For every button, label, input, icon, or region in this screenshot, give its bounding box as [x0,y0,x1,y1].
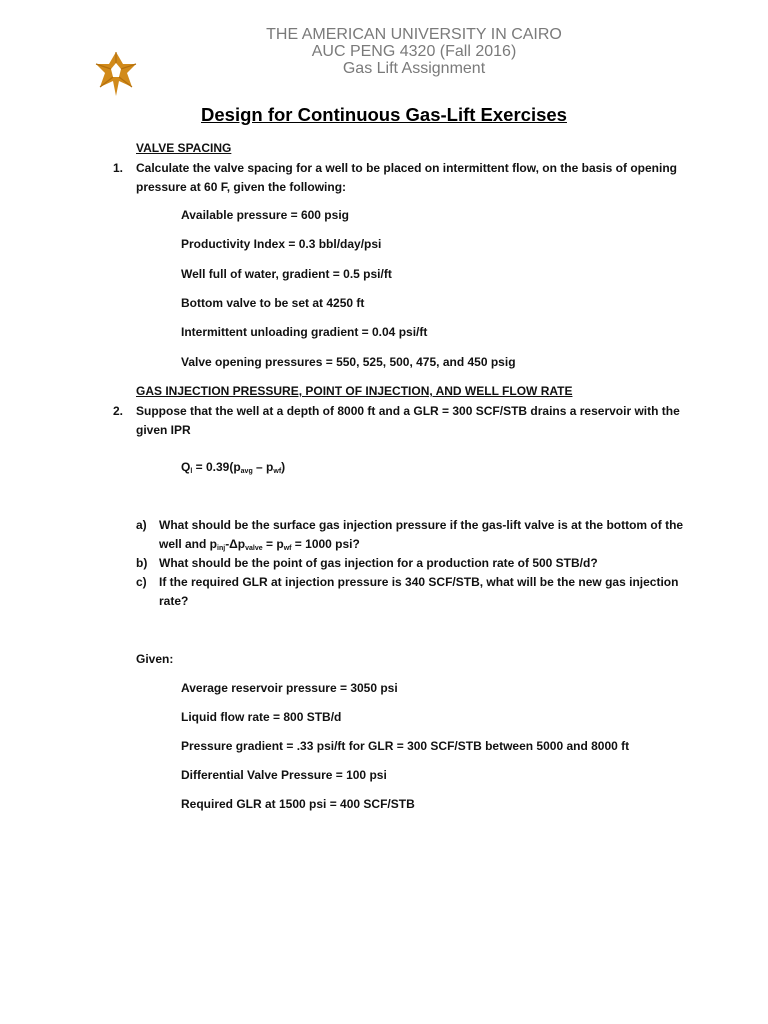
course-code: AUC PENG 4320 (Fall 2016) [311,43,517,60]
given-item: Required GLR at 1500 psi = 400 SCF/STB [181,797,415,811]
assignment-name: Gas Lift Assignment [342,60,486,77]
given-item: Available pressure = 600 psig [181,208,349,222]
given-label: Given: [136,652,174,666]
part-label-b: b) [136,556,148,570]
given-item: Pressure gradient = .33 psi/ft for GLR = 300 SCF/STB between 5000 and 8000 ft [181,739,630,753]
section-heading-valve-spacing: VALVE SPACING [136,141,232,155]
given-item: Well full of water, gradient = 0.5 psi/ft [181,267,392,281]
university-name: THE AMERICAN UNIVERSITY IN CAIRO [266,26,562,43]
question-number-1: 1. [113,161,124,175]
part-label-a: a) [136,518,147,532]
section-heading-gas-injection: GAS INJECTION PRESSURE, POINT OF INJECTION, AND WELL FLOW RATE [136,384,573,398]
question-2-line-2: given IPR [136,423,191,437]
part-a-line-1: What should be the surface gas injection pressure if the gas-lift valve is at the bottom of the [159,518,684,532]
question-1-line-2: pressure at 60 F, given the following: [136,180,347,194]
given-item: Liquid flow rate = 800 STB/d [181,710,342,724]
given-item: Average reservoir pressure = 3050 psi [181,681,398,695]
given-item: Productivity Index = 0.3 bbl/day/psi [181,237,382,251]
part-c-line-2: rate? [159,594,189,608]
given-item: Intermittent unloading gradient = 0.04 psi/ft [181,325,428,339]
question-number-2: 2. [113,404,124,418]
question-1-line-1: Calculate the valve spacing for a well to be placed on intermittent flow, on the basis of opening [136,161,677,175]
question-2-line-1: Suppose that the well at a depth of 8000 ft and a GLR = 300 SCF/STB drains a reservoir with the [136,404,680,418]
given-item: Differential Valve Pressure = 100 psi [181,768,387,782]
part-c-line-1: If the required GLR at injection pressure is 340 SCF/STB, what will be the new gas injection [159,575,679,589]
ipr-equation: $Q_l = 0.39(p_{avg} - p_{wf})$ [181,460,286,475]
part-b-text: What should be the point of gas injection for a production rate of 500 STB/d? [159,556,598,570]
part-label-c: c) [136,575,147,589]
auc-logo-icon [92,50,140,98]
given-item: Bottom valve to be set at 4250 ft [181,296,365,310]
page-title: Design for Continuous Gas-Lift Exercises [201,104,567,125]
part-a-line-2: well and $p_{inj}-\Delta p_{valve} = p_{wf} = 1000$ psi? [159,537,360,552]
given-item: Valve opening pressures = 550, 525, 500, 475, and 450 psig [181,355,516,369]
